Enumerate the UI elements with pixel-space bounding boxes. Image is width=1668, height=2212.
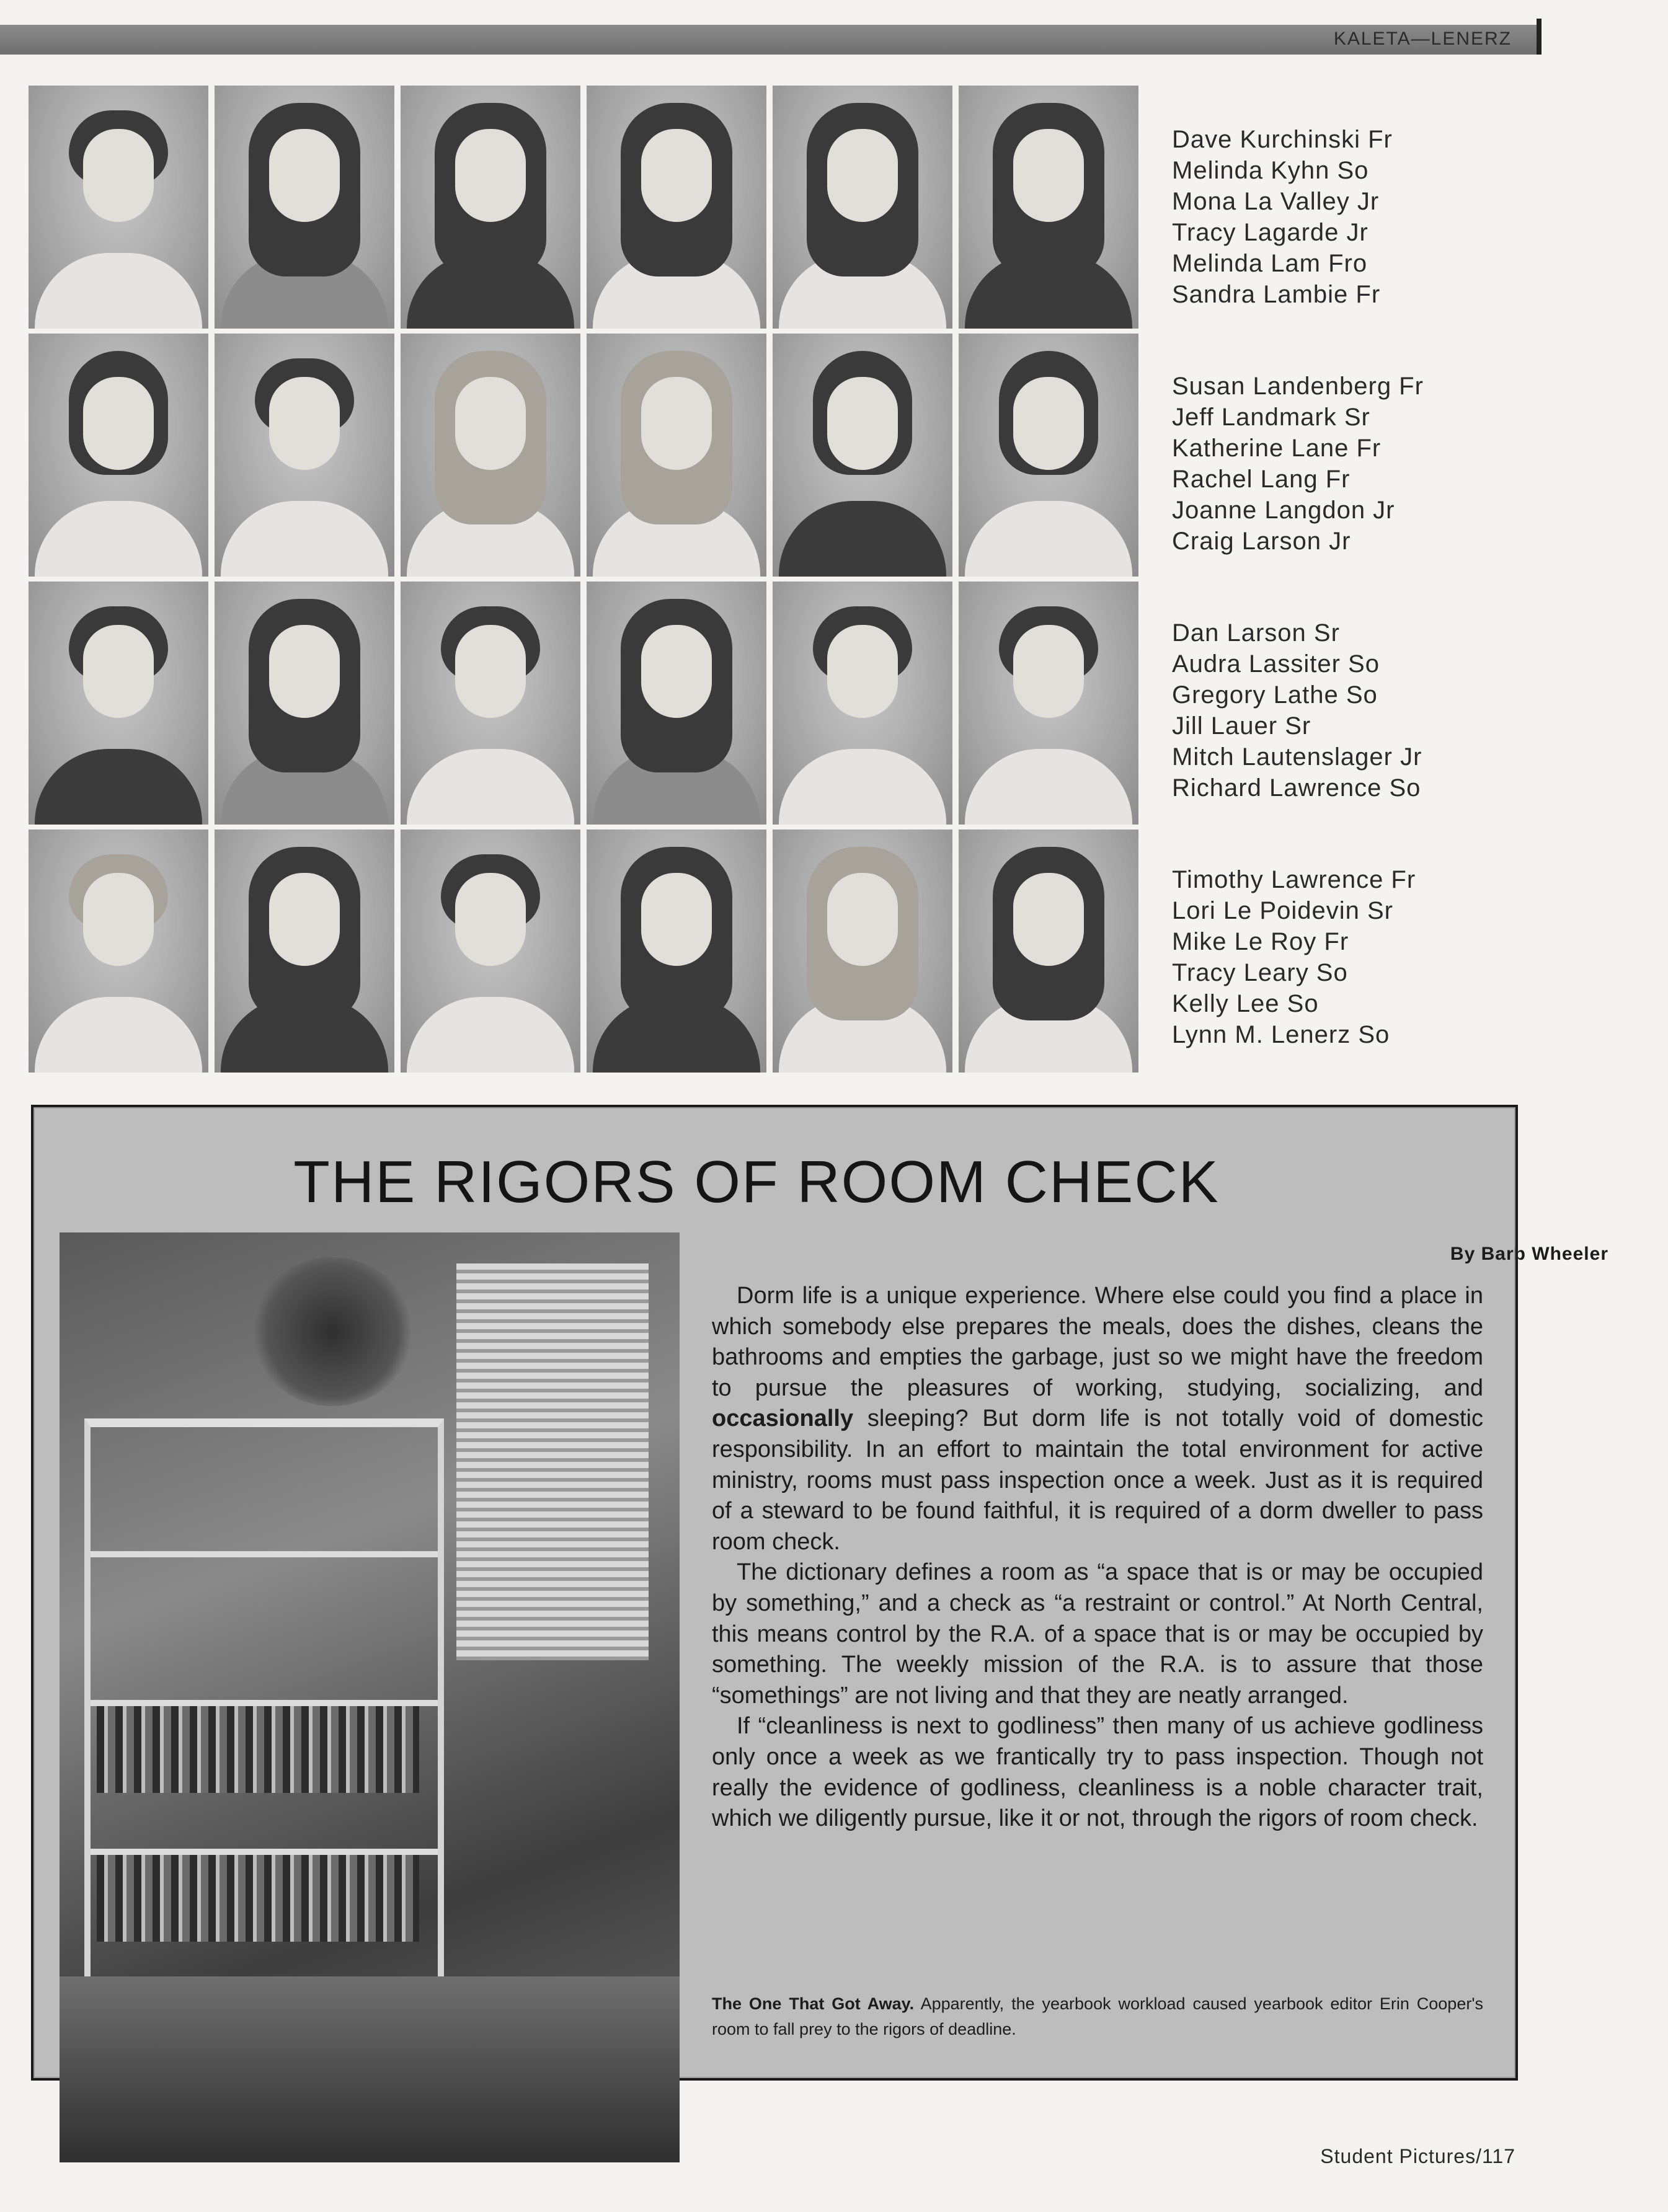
name-list-row-2 [1172, 371, 1424, 557]
student-name: Sandra Lambie Fr [1172, 281, 1381, 308]
feature-title: THE RIGORS OF ROOM CHECK [293, 1149, 1220, 1215]
emphasis-word: occasionally [712, 1405, 854, 1432]
student-name: Melinda Lam Fro [1172, 250, 1368, 277]
bookshelf [84, 1418, 444, 1991]
portrait-photo [959, 830, 1138, 1073]
caption-headline: The One That Got Away. [712, 1994, 915, 2013]
name-list-row-3 [1172, 617, 1422, 803]
name-list-row-1 [1172, 124, 1393, 310]
student-name: Timothy Lawrence Fr [1172, 866, 1416, 893]
student-name: Jeff Landmark Sr [1172, 404, 1370, 431]
article-paragraph: Dorm life is a unique experience. Where else could you find a place in which somebody else prepares the meals, does the dishes, cleans the bathrooms and empties the garbage, just so we might have the freedom to pursue the pleasures of working, studying, socializing, and occasionally sleeping? But dorm life is not totally void of domestic responsibility. In an effort to maintain the total environment for active ministry, rooms must pass inspection once a week. Just as it is required of a steward to be found faithful, it is required of a dorm dweller to pass room check. [712, 1283, 1483, 1555]
portrait-photo [29, 334, 208, 577]
article-body [712, 1281, 1483, 1834]
byline: By Barb Wheeler [1450, 1244, 1608, 1264]
caption-text: Apparently, the yearbook workload caused yearbook editor Erin Cooper's room to fall prey to the rigors of deadline. [712, 1994, 1483, 2038]
student-name: Rachel Lang Fr [1172, 466, 1351, 493]
student-name: Tracy Lagarde Jr [1172, 219, 1369, 246]
cluttered-desk [60, 1976, 680, 2162]
student-name: Audra Lassiter So [1172, 650, 1380, 678]
article-paragraph: The dictionary defines a room as “a space that is or may be occupied by something,” and a check as “a restraint or control.” At North Central, this means control by the R.A. of a space that is or may be occupied by something. The weekly mission of the R.A. is to assure that those “somethings” are not living and that they are neatly arranged. [712, 1559, 1483, 1709]
student-name: Kelly Lee So [1172, 990, 1319, 1017]
portrait-photo [959, 334, 1138, 577]
student-name: Dave Kurchinski Fr [1172, 126, 1393, 153]
portrait-grid [29, 86, 1145, 1077]
student-name: Tracy Leary So [1172, 959, 1348, 986]
student-name: Dan Larson Sr [1172, 619, 1340, 647]
student-name: Craig Larson Jr [1172, 528, 1351, 555]
student-name: Mitch Lautenslager Jr [1172, 743, 1422, 771]
photo-caption [712, 1991, 1483, 2042]
portrait-photo [29, 86, 208, 329]
portrait-photo [587, 86, 766, 329]
portrait-photo [587, 830, 766, 1073]
window-blinds [456, 1263, 649, 1660]
student-name: Jill Lauer Sr [1172, 712, 1311, 740]
portrait-photo [587, 334, 766, 577]
portrait-photo [401, 86, 580, 329]
portrait-photo [29, 830, 208, 1073]
portrait-photo [773, 582, 952, 825]
portrait-photo [401, 830, 580, 1073]
portrait-photo [215, 582, 394, 825]
portrait-photo [587, 582, 766, 825]
student-name: Susan Landenberg Fr [1172, 373, 1424, 400]
header-bar [0, 25, 1537, 55]
portrait-photo [773, 334, 952, 577]
student-name: Katherine Lane Fr [1172, 435, 1382, 462]
dorm-room-photo [60, 1232, 680, 2162]
student-name: Gregory Lathe So [1172, 681, 1378, 709]
header-bar-cap [1537, 19, 1542, 55]
article-paragraph: If “cleanliness is next to godliness” then many of us achieve godliness only once a week as we frantically try to pass inspection. Though not really the evidence of godliness, cleanliness is a noble character trait, which we diligently pursue, like it or not, through the rigors of room check. [712, 1713, 1483, 1832]
student-name: Richard Lawrence So [1172, 774, 1421, 802]
portrait-photo [215, 830, 394, 1073]
portrait-photo [401, 334, 580, 577]
student-name: Mike Le Roy Fr [1172, 928, 1349, 955]
portrait-photo [773, 830, 952, 1073]
hanging-plant [252, 1257, 413, 1406]
student-name: Lynn M. Lenerz So [1172, 1021, 1390, 1048]
portrait-photo [29, 582, 208, 825]
portrait-photo [401, 582, 580, 825]
portrait-photo [959, 582, 1138, 825]
student-name: Lori Le Poidevin Sr [1172, 897, 1393, 924]
student-name: Melinda Kyhn So [1172, 157, 1369, 184]
page-folio: Student Pictures/117 [1320, 2145, 1515, 2167]
name-list-row-4 [1172, 864, 1416, 1050]
portrait-photo [959, 86, 1138, 329]
student-name: Mona La Valley Jr [1172, 188, 1380, 215]
portrait-photo [215, 334, 394, 577]
section-range-label: KALETA—LENERZ [1333, 29, 1512, 49]
portrait-photo [773, 86, 952, 329]
student-name: Joanne Langdon Jr [1172, 497, 1395, 524]
portrait-photo [215, 86, 394, 329]
